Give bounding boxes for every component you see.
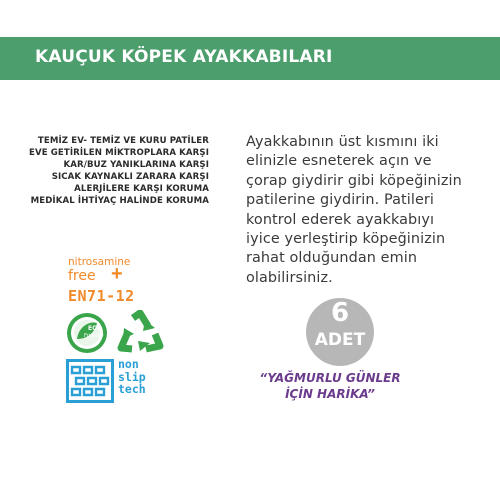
feature-line: KAR/BUZ YANIKLARINA KARŞI (63, 160, 209, 170)
usage-instructions (246, 133, 486, 288)
recycle-icon (115, 310, 165, 354)
instruction-line: elinizle esneterek açın ve (246, 153, 432, 170)
feature-line: MEDİKAL İHTİYAÇ HALİNDE KORUMA (30, 196, 209, 206)
friendly-word: Friendly (84, 333, 104, 339)
eco-friendly-icon (65, 311, 109, 355)
nonslip-tech-label (118, 358, 146, 396)
instruction-line: patilerine giydirin. Patileri (246, 192, 435, 209)
slogan (240, 370, 420, 402)
title-banner (0, 37, 500, 80)
quantity-label: ADET (314, 330, 366, 350)
instruction-line: kontrol ederek ayakkabıyı (246, 211, 435, 228)
nonslip-word-tech: tech (118, 382, 146, 396)
slogan-line: İÇİN HARİKA” (285, 387, 375, 401)
slogan-line: “YAĞMURLU GÜNLER (259, 371, 401, 385)
plus-icon: + (111, 263, 123, 285)
feature-line: TEMİZ EV- TEMİZ VE KURU PATİLER (37, 136, 209, 146)
nonslip-word-non: non (118, 357, 139, 371)
features-list (19, 135, 209, 207)
instruction-line: olabilirsiniz. (246, 269, 333, 286)
free-label: free (68, 268, 96, 284)
instruction-line: iyice yerleştirip köpeğinizin (246, 231, 446, 248)
nitrosamine-label: nitrosamine (68, 256, 131, 268)
en71-standard-label: EN71-12 (68, 287, 135, 305)
feature-line: SICAK KAYNAKLI ZARARA KARŞI (51, 172, 209, 182)
feature-line: EVE GETİRİLEN MİKTROPLARA KARŞI (28, 148, 209, 158)
instruction-line: çorap giydirir gibi köpeğinizin (246, 172, 462, 189)
quantity-number: 6 (330, 298, 350, 328)
nonslip-pattern-icon (66, 359, 114, 403)
feature-line: ALERJİLERE KARŞI KORUMA (74, 184, 209, 194)
instruction-line: rahat olduğundan emin (246, 250, 418, 267)
eco-word: ECO (88, 325, 102, 332)
banner-title: KAUÇUK KÖPEK AYAKKABILARI (35, 47, 333, 67)
instruction-line: Ayakkabının üst kısmını iki (246, 134, 439, 150)
nonslip-word-slip: slip (118, 369, 146, 384)
quantity-badge (304, 296, 376, 373)
